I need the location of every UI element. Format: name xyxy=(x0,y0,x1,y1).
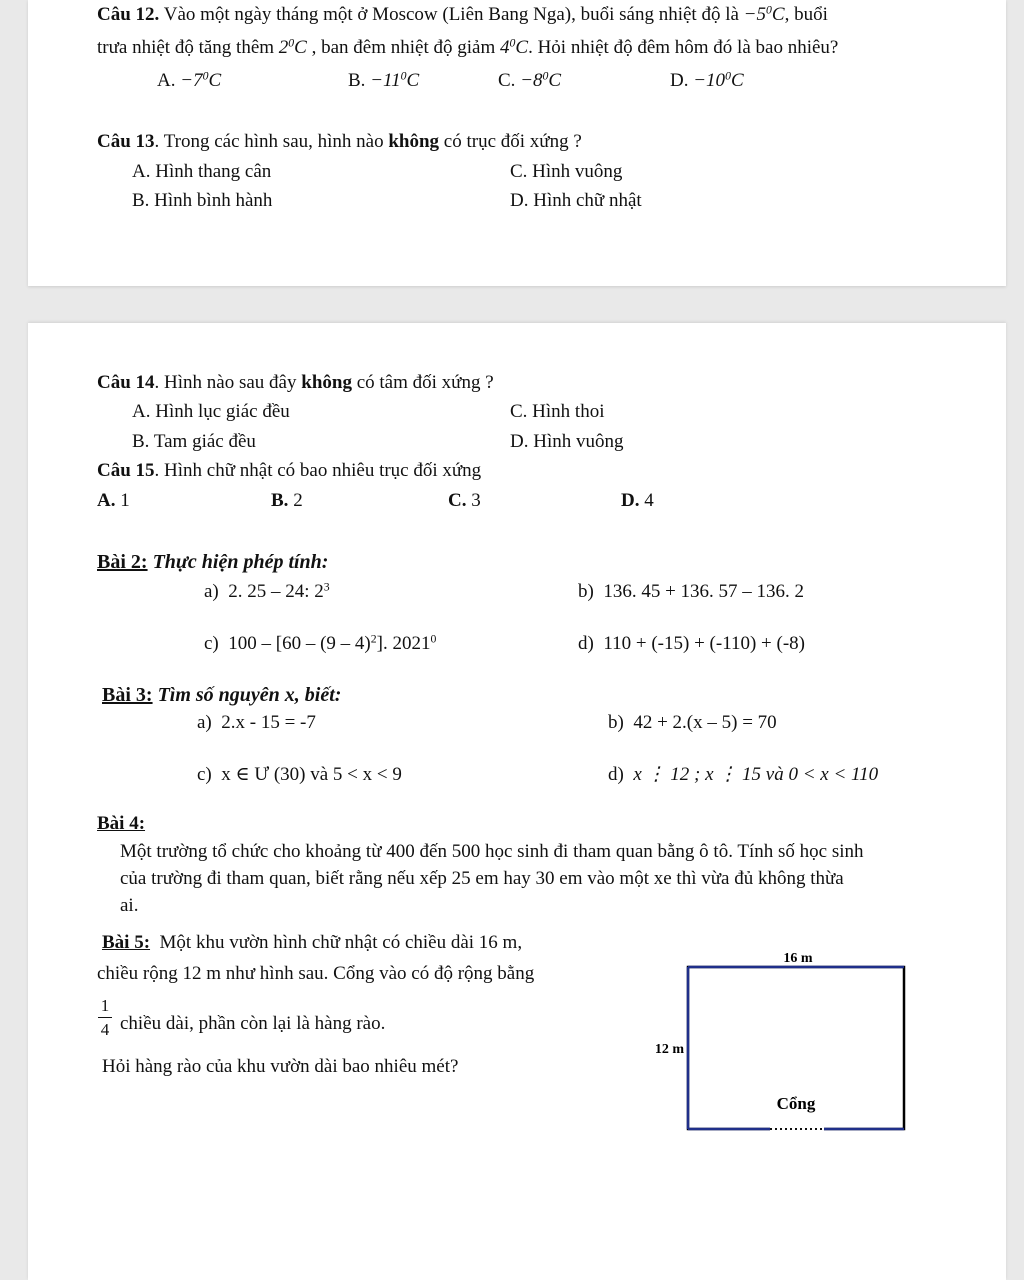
bai4-heading: Bài 4: xyxy=(97,813,146,834)
bai5-line-3: chiều dài, phần còn lại là hàng rào. xyxy=(120,1013,386,1034)
bai4-line-3: ai. xyxy=(120,895,139,916)
q15-question: Câu 15. Hình chữ nhật có bao nhiêu trục đối xứng xyxy=(97,460,482,481)
q12-rise: 2 xyxy=(278,37,289,58)
q15-number: Câu 15 xyxy=(97,460,155,481)
garden-width-label: 12 m xyxy=(654,1042,684,1057)
document-page-1 xyxy=(28,0,1006,286)
q13-option-d: D. Hình chữ nhật xyxy=(510,190,642,211)
bai5-line-4: Hỏi hàng rào của khu vườn dài bao nhiêu mét? xyxy=(102,1056,459,1077)
bai3-a: a) 2.x - 15 = -7 xyxy=(197,712,316,733)
q12-line-1: Câu 12. Vào một ngày tháng một ở Moscow (Liên Bang Nga), buổi sáng nhiệt độ là $-5^0C$, buổi xyxy=(97,3,828,25)
q12-option-a: A. $-7^0C$ xyxy=(157,69,222,91)
q15-option-c: C. 3 xyxy=(448,490,481,511)
q15-option-d: D. 4 xyxy=(621,490,654,511)
q14-option-c: C. Hình thoi xyxy=(510,401,605,422)
document-page-2 xyxy=(28,323,1006,1280)
garden-figure xyxy=(638,941,938,1141)
q12-text-1: Vào một ngày tháng một ở Moscow (Liên Bang Nga), buổi sáng nhiệt độ là xyxy=(163,4,739,25)
bai2-heading: Bài 2: Thực hiện phép tính: xyxy=(97,551,329,573)
bai5-fraction xyxy=(98,997,112,1038)
bai2-c: c) 100 – [60 – (9 – 4)$^2$]. 2021$^0$ xyxy=(204,632,437,654)
bai3-heading: Bài 3: Tìm số nguyên x, biết: xyxy=(102,684,342,706)
bai2-d: d) 110 + (-15) + (-110) + (-8) xyxy=(578,633,806,654)
q13-number: Câu 13 xyxy=(97,131,155,152)
q12-option-d: D. $-10^0C$ xyxy=(670,69,744,91)
q15-option-a: A. 1 xyxy=(97,490,130,511)
fraction-numerator: 1 xyxy=(100,996,110,1015)
q12-number: Câu 12. xyxy=(97,4,160,25)
q12-option-b: B. $-11^0C$ xyxy=(348,69,420,91)
bai5-line-1: Bài 5: Một khu vườn hình chữ nhật có chiều dài 16 m, xyxy=(102,932,523,953)
bai4-line-2: của trường đi tham quan, biết rằng nếu xếp 25 em hay 30 em vào một xe thì vừa đủ không thừa xyxy=(120,868,844,889)
q13-option-b: B. Hình bình hành xyxy=(132,190,273,211)
bai3-d: d) x ⋮ 12 ; x ⋮ 15 và 0 < x < 110 xyxy=(608,764,879,785)
q14-option-a: A. Hình lục giác đều xyxy=(132,401,290,422)
q14-question: Câu 14. Hình nào sau đây không có tâm đối xứng ? xyxy=(97,372,494,393)
garden-length-label: 16 m xyxy=(783,951,813,966)
bai2-a: a) 2. 25 – 24: $2^3$ xyxy=(204,580,330,602)
fraction-denominator: 4 xyxy=(100,1020,110,1039)
bai5-line-2: chiều rộng 12 m như hình sau. Cổng vào có độ rộng bằng xyxy=(97,963,535,984)
q14-number: Câu 14 xyxy=(97,372,155,393)
q12-line-2: trưa nhiệt độ tăng thêm $2^0C$ , ban đêm nhiệt độ giảm $4^0C$. Hỏi nhiệt độ đêm hôm đó là bao nhiêu? xyxy=(97,36,839,58)
q14-option-b: B. Tam giác đều xyxy=(132,431,256,452)
garden-gate-label: Cổng xyxy=(776,1094,816,1113)
bai3-c: c) x ∈ Ư (30) và 5 < x < 9 xyxy=(197,764,402,785)
q13-option-c: C. Hình vuông xyxy=(510,161,623,182)
q13-question: Câu 13. Trong các hình sau, hình nào không có trục đối xứng ? xyxy=(97,131,582,152)
q12-drop: 4 xyxy=(500,37,510,58)
q13-option-a: A. Hình thang cân xyxy=(132,161,272,182)
bai2-b: b) 136. 45 + 136. 57 – 136. 2 xyxy=(578,581,805,602)
q15-option-b: B. 2 xyxy=(271,490,303,511)
q12-temp-start: −5 xyxy=(743,4,766,25)
q12-option-c: C. $-8^0C$ xyxy=(498,69,562,91)
q14-option-d: D. Hình vuông xyxy=(510,431,624,452)
bai4-line-1: Một trường tổ chức cho khoảng từ 400 đến 500 học sinh đi tham quan bằng ô tô. Tính số học sinh xyxy=(120,841,864,862)
bai3-b: b) 42 + 2.(x – 5) = 70 xyxy=(608,712,777,733)
